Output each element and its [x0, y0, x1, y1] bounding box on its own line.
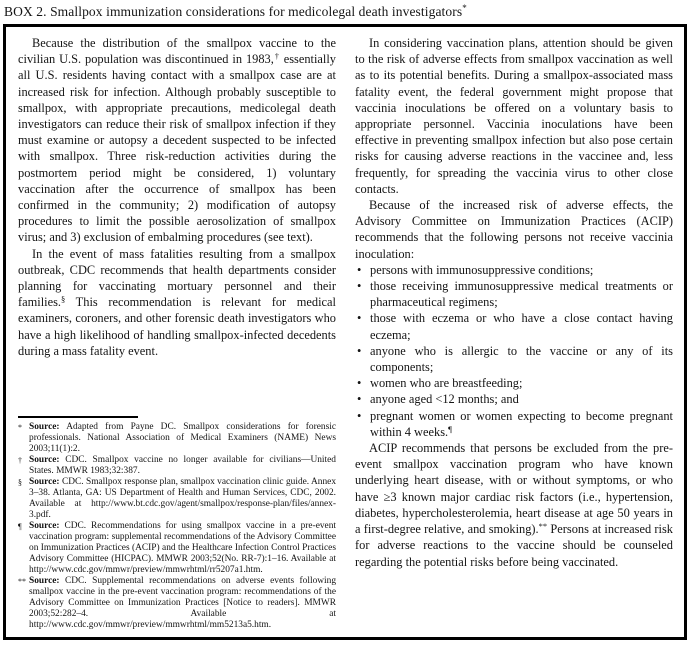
bullet-icon: • — [357, 279, 362, 294]
paragraph-text: ACIP recommends that persons be excluded from the pre-event smallpox vaccination program who have known underlying heart disease, with or without symptoms, or who have ≥3 known major cardiac risk factors (i.e., hypertension, diabetes, hypercholesterolemia, heart disease at age 50 years in a first-degree relative, and smoking). — [355, 441, 673, 537]
footnote — [18, 422, 336, 455]
bullet-list — [355, 262, 673, 440]
paragraph-acip-exclusions — [355, 440, 673, 570]
box-title-text: BOX 2. Smallpox immunization considerations for medicolegal death investigators — [4, 4, 463, 19]
footnote-marker: † — [18, 456, 22, 465]
bullet-icon: • — [357, 376, 362, 391]
footnote-marker: ¶ — [18, 522, 22, 531]
right-column — [355, 35, 673, 631]
bullet-icon: • — [357, 262, 362, 277]
bullet-icon: • — [357, 311, 362, 326]
footnote-ref-dagger: † — [273, 51, 280, 62]
bullet-item — [355, 343, 673, 375]
box-title — [4, 4, 467, 20]
footnote-list — [18, 422, 336, 631]
bullet-text: persons with immunosuppressive conditions; — [370, 262, 594, 277]
footnote-source-label: Source: — [29, 576, 60, 586]
paragraph-text: Persons at increased risk for adverse reactions to the vaccine should be counseled regarding the potential risks before being vaccinated. — [355, 522, 673, 569]
footnote-text: CDC. Smallpox vaccine no longer available for civilians—United States. MMWR 1983;32:387. — [29, 455, 336, 476]
paragraph-text: In the event of mass fatalities resulting from a smallpox outbreak, CDC recommends that health departments consider planning for vaccinating mortuary personnel and their families. — [18, 246, 336, 310]
bullet-text: pregnant women or women expecting to become pregnant within 4 weeks. — [370, 408, 673, 439]
box-2-panel — [3, 24, 687, 640]
bullet-item — [355, 310, 673, 342]
paragraph-acip-intro: Because of the increased risk of adverse effects, the Advisory Committee on Immunization Practices (ACIP) recommends that the following persons not receive vaccinia inoculation: — [355, 198, 673, 261]
footnote-source-label: Source: — [29, 477, 60, 487]
paragraph-vaccine-discontinued — [18, 35, 336, 246]
footnote-ref-asterisk: * — [462, 3, 467, 13]
paragraph-vaccination-plans: In considering vaccination plans, attention should be given to the risk of adverse effects from smallpox vaccination as well as to its potential benefits. During a smallpox-associated mass fatality event, the federal government might propose that vaccinia inoculations be offered on a voluntary basis to appropriate personnel. Vaccinia inoculations have been effective in preventing smallpox infection but also pose certain risks for causing adverse reactions in the vaccinee and, less frequently, for spreading the vaccinia virus to other close contacts. — [355, 36, 673, 196]
footnote-text: CDC. Supplemental recommendations on adverse events following smallpox vaccine in the pre-event vaccination program: recommendations of the Advisory Committee on Immunization Practices [Notice to readers]. MMWR 2003;52:282–4. Available at http://www.cdc.gov/mmwr/preview/mmwrhtml/mm5213a5.htm. — [29, 576, 337, 630]
footnote-marker: ** — [18, 577, 26, 586]
bullet-text: those receiving immunosuppressive medical treatments or pharmaceutical regimens; — [370, 279, 673, 310]
bullet-item — [355, 391, 673, 407]
bullet-item — [355, 262, 673, 278]
footnote — [18, 477, 336, 521]
bullet-icon: • — [357, 408, 362, 423]
bullet-text: women who are breastfeeding; — [370, 376, 523, 391]
bullet-item — [355, 375, 673, 391]
footnote — [18, 576, 336, 631]
bullet-text: anyone who is allergic to the vaccine or any of its components; — [370, 343, 673, 375]
footnote-text: CDC. Recommendations for using smallpox vaccine in a pre-event vaccination program: supplemental recommendations of the Advisory Committee on Immunization Practices (ACIP) and the Healthcare Infection Control Practices Advisory Committee (HICPAC). MMWR 2003;52(No. RR-7):1–16. Available at http://www.cdc.gov/mmwr/preview/mmwrhtml/rr5207a1.htm. — [29, 521, 336, 575]
bullet-item — [355, 278, 673, 310]
footnote-marker: * — [18, 423, 22, 432]
footnote-marker: § — [18, 478, 22, 487]
footnote — [18, 455, 336, 477]
paragraph-text: essentially all U.S. residents having contact with a smallpox case are at increased risk for infection. Although probably susceptible to smallpox, with appropriate precautions, medicolegal death investigators can reduce their risk of smallpox infection if they must examine or autopsy a decedent suspected to be infected with smallpox. Three risk-reduction activities during the postmortem period might be considered, 1) voluntary vaccination after the occurrence of smallpox has been confirmed in the community; 2) modification of autopsy procedures to limit the possible aerosolization of smallpox virus; and 3) exclusion of embalming procedures (see text). — [18, 52, 336, 245]
bullet-item — [355, 408, 673, 440]
footnote-source-label: Source: — [29, 521, 60, 531]
footnote-text: Adapted from Payne DC. Smallpox considerations for forensic professionals. National Association of Medical Examiners (NAME) News 2003;11(1):2. — [29, 422, 336, 454]
bullet-text: those with eczema or who have a close contact having eczema; — [370, 311, 673, 342]
footnote-source-label: Source: — [29, 422, 60, 432]
bullet-text: anyone aged <12 months; and — [370, 392, 519, 407]
paragraph-text: Because the distribution of the smallpox vaccine to the civilian U.S. population was discontinued in 1983, — [18, 36, 336, 67]
footnote-divider — [18, 416, 138, 418]
footnote-ref-pilcrow: ¶ — [448, 423, 452, 434]
footnote-ref-section: § — [61, 294, 66, 305]
footnote-text: CDC. Smallpox response plan, smallpox vaccination clinic guide. Annex 3–38. Atlanta, GA: US Department of Health and Human Services, CDC, 2002. Available at http://www.bt.cdc.gov/agent/smallpox/response-plan/files/annex-3.pdf. — [29, 477, 337, 520]
bullet-icon: • — [357, 392, 362, 407]
paragraph-mass-fatalities — [18, 246, 336, 359]
footnote — [18, 521, 336, 576]
bullet-icon: • — [357, 343, 362, 358]
left-column — [18, 35, 336, 631]
paragraph-text: This recommendation is relevant for medical examiners, coroners, and other forensic death investigators who have a high likelihood of handling smallpox-infected decedents during a mass fatality event. — [18, 295, 336, 358]
footnote-source-label: Source: — [29, 455, 60, 465]
footnote-ref-double-asterisk: ** — [538, 521, 548, 532]
